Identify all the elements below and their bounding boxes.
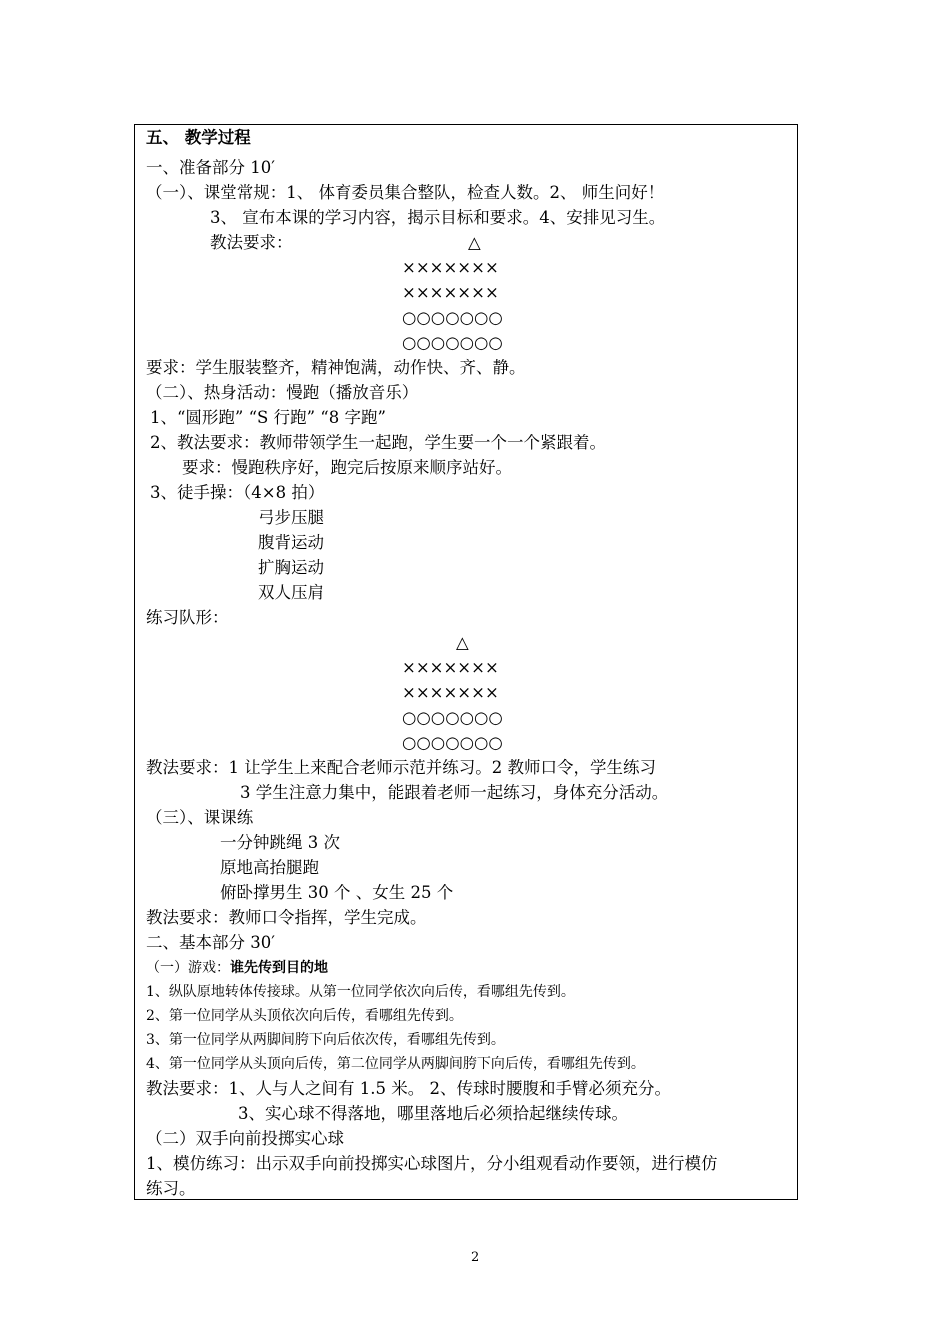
page-number: 2 bbox=[471, 1250, 480, 1265]
text-line: 3、第一位同学从两脚间胯下向后依次传，看哪组先传到。 bbox=[146, 1032, 505, 1048]
text-line: 3、 宣布本课的学习内容，揭示目标和要求。4、安排见习生。 bbox=[210, 208, 666, 227]
formation-row: ○○○○○○○ bbox=[402, 308, 503, 327]
text-line: 3、实心球不得落地，哪里落地后必须拾起继续传球。 bbox=[238, 1104, 628, 1123]
exercise-item: 俯卧撑男生 30 个 、女生 25 个 bbox=[220, 883, 454, 902]
subsection-heading: （二）、热身活动：慢跑（播放音乐） bbox=[146, 383, 419, 402]
exercise-item: 扩胸运动 bbox=[258, 558, 324, 577]
formation-row: ××××××× bbox=[402, 258, 499, 277]
part-heading-prep: 一、准备部分 10′ bbox=[146, 158, 275, 177]
formation-row: ××××××× bbox=[402, 658, 499, 677]
teacher-position-triangle: △ bbox=[468, 233, 481, 252]
text-line: 练习。 bbox=[146, 1179, 196, 1198]
game-label: （一）游戏： bbox=[146, 960, 230, 976]
subsection-heading bbox=[146, 956, 328, 980]
text-line: 教法要求：1、人与人之间有 1.5 米。 2、传球时腰腹和手臂必须充分。 bbox=[146, 1079, 671, 1098]
text-line: 4、第一位同学从头顶向后传，第二位同学从两脚间胯下向后传，看哪组先传到。 bbox=[146, 1056, 645, 1072]
text-line: 1、“圆形跑” “S 行跑” “8 字跑” bbox=[150, 408, 386, 427]
text-line: （一）、课堂常规：1、 体育委员集合整队，检查人数。2、 师生问好！ bbox=[146, 183, 665, 202]
formation-row: ××××××× bbox=[402, 683, 499, 702]
text-line: 1、纵队原地转体传接球。从第一位同学依次向后传，看哪组先传到。 bbox=[146, 984, 575, 1000]
text-line: 2、第一位同学从头顶依次向后传，看哪组先传到。 bbox=[146, 1008, 463, 1024]
formation-row: ○○○○○○○ bbox=[402, 733, 503, 752]
subsection-heading: （二）双手向前投掷实心球 bbox=[146, 1129, 344, 1148]
exercise-item: 双人压肩 bbox=[258, 583, 324, 602]
text-line: 1、模仿练习：出示双手向前投掷实心球图片，分小组观看动作要领，进行模仿 bbox=[146, 1154, 718, 1173]
formation-row: ○○○○○○○ bbox=[402, 333, 503, 352]
formation-row: ××××××× bbox=[402, 283, 499, 302]
teacher-position-triangle: △ bbox=[456, 633, 469, 652]
text-line: 教法要求：教师口令指挥，学生完成。 bbox=[146, 908, 427, 927]
text-line: 教法要求： bbox=[210, 233, 293, 252]
formation-row: ○○○○○○○ bbox=[402, 708, 503, 727]
text-line: 要求：慢跑秩序好，跑完后按原来顺序站好。 bbox=[182, 458, 512, 477]
text-line: 3 学生注意力集中，能跟着老师一起练习，身体充分活动。 bbox=[240, 783, 669, 802]
section-heading: 五、 教学过程 bbox=[146, 128, 251, 147]
exercise-item: 一分钟跳绳 3 次 bbox=[220, 833, 340, 852]
text-line: 要求：学生服装整齐，精神饱满，动作快、齐、静。 bbox=[146, 358, 526, 377]
exercise-item: 原地高抬腿跑 bbox=[220, 858, 319, 877]
exercise-item: 弓步压腿 bbox=[258, 508, 324, 527]
subsection-heading: （三）、课课练 bbox=[146, 808, 254, 827]
game-title: 谁先传到目的地 bbox=[230, 960, 328, 976]
part-heading-basic: 二、基本部分 30′ bbox=[146, 933, 275, 952]
text-line: 练习队形： bbox=[146, 608, 229, 627]
exercise-item: 腹背运动 bbox=[258, 533, 324, 552]
text-line: 2、教法要求：教师带领学生一起跑，学生要一个一个紧跟着。 bbox=[150, 433, 606, 452]
text-line: 3、徒手操：（4×8 拍） bbox=[150, 483, 325, 502]
text-line: 教法要求：1 让学生上来配合老师示范并练习。2 教师口令，学生练习 bbox=[146, 758, 656, 777]
